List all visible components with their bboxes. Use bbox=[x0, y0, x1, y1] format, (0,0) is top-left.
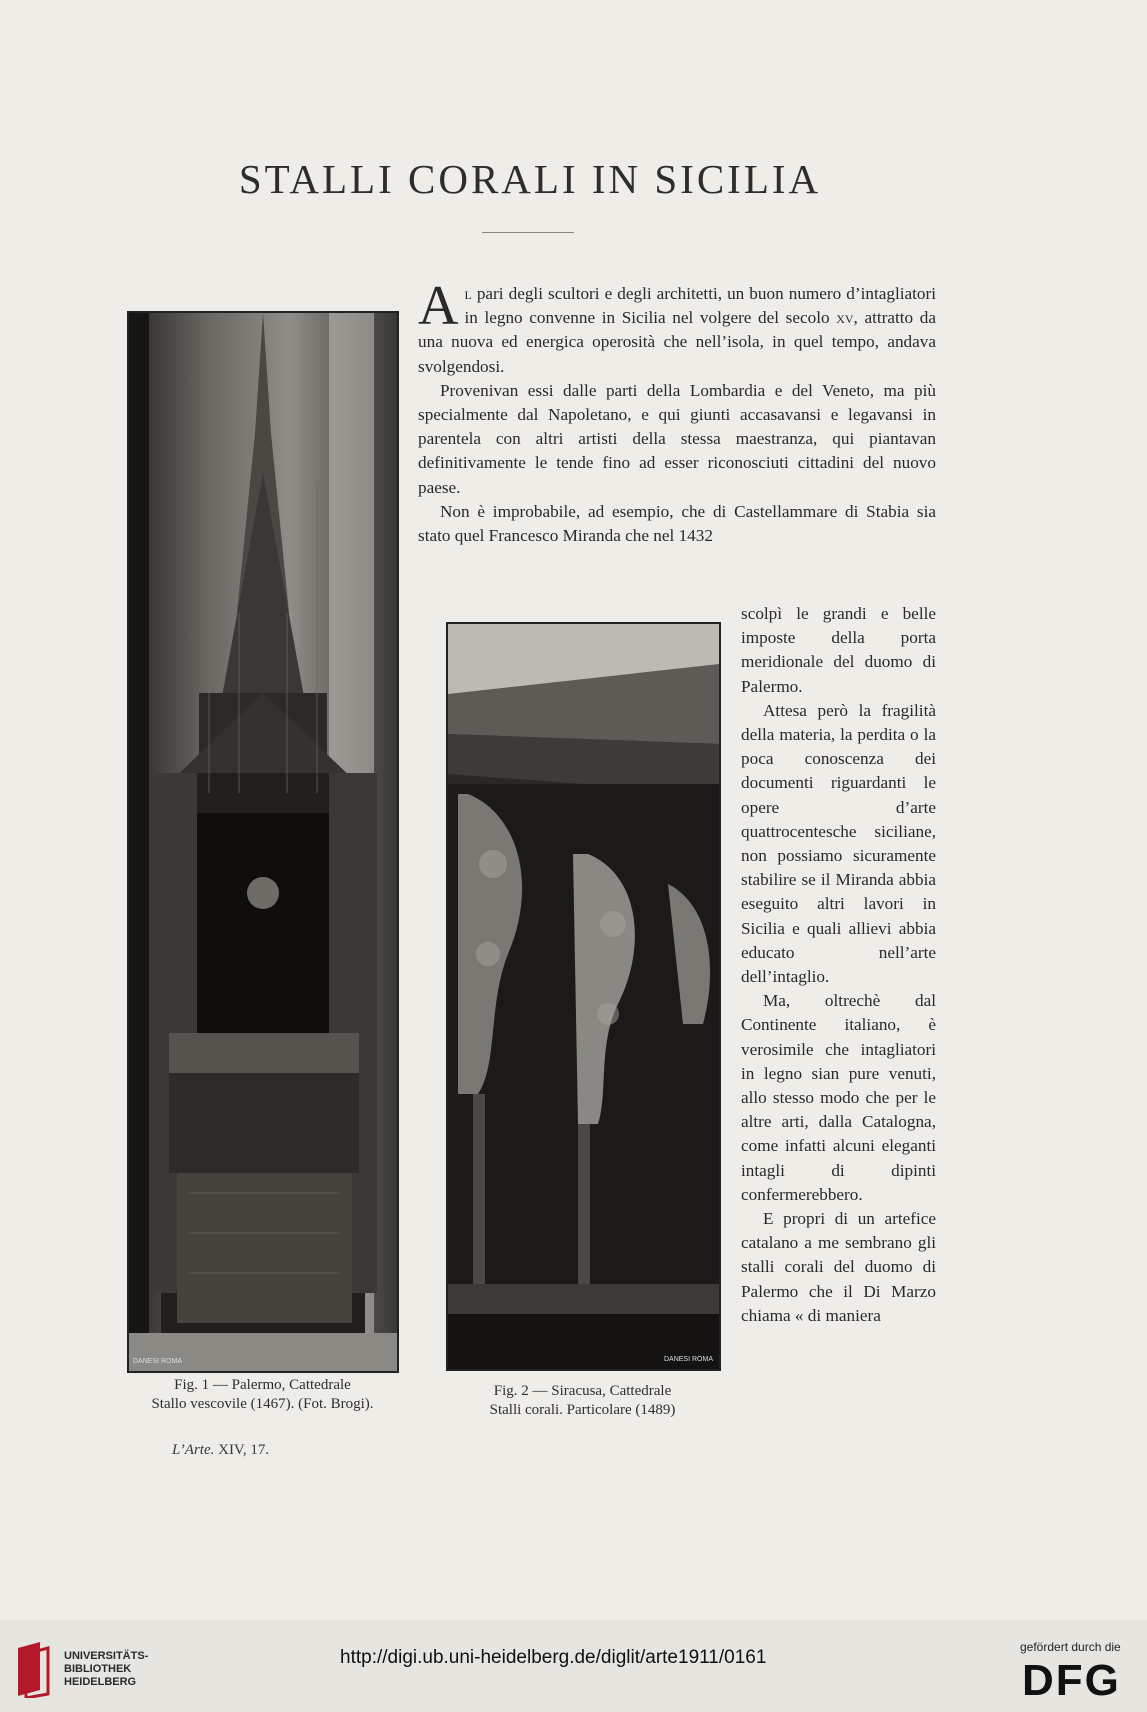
article-body-narrow bbox=[741, 602, 936, 1328]
paragraph-1-tail: , attratto da una nuova ed energica operosità che nell’isola, in quel tempo, andava svolgendosi. bbox=[418, 308, 936, 376]
figure-2-caption-line1: Fig. 2 — Siracusa, Cattedrale bbox=[493, 1383, 672, 1399]
library-name bbox=[64, 1650, 148, 1689]
narrow-paragraph-4: E propri di un artefice catalano a me sembrano gli stalli corali del duomo di Palermo che il Di Marzo chiama « di maniera bbox=[741, 1209, 936, 1325]
paragraph-1-smallcaps: l bbox=[464, 284, 472, 303]
dfg-logo: DFG bbox=[1022, 1656, 1121, 1705]
article-title: STALLI CORALI IN SICILIA bbox=[238, 156, 822, 202]
paragraph-2: Provenivan essi dalle parti della Lombardia e del Veneto, ma più specialmente dal Napoletano, e qui giunti accasavansi e legavansi in parentela con altri artisti della stessa maestranza, qui piantavan definitivamente le tende fino ad esser riconosciuti cittadini del nuovo paese. bbox=[418, 380, 936, 497]
paragraph-3: Non è improbabile, ad esempio, che di Castellammare di Stabia sia stato quel Francesco Miranda che nel 1432 bbox=[418, 501, 936, 546]
narrow-paragraph-3: Ma, oltrechè dal Continente italiano, è verosimile che intagliatori in legno sian pure venuti, allo stesso modo che per le altre arti, dalla Catalogna, come infatti alcuni eleganti intagli di dipinti confermerebbero. bbox=[741, 991, 936, 1204]
narrow-paragraph-1: scolpì le grandi e belle imposte della porta meridionale del duomo di Palermo. bbox=[741, 604, 936, 696]
page-footer bbox=[172, 1442, 269, 1459]
figure-1-caption bbox=[125, 1376, 400, 1414]
figure-1-photo-mark: DANESI ROMA bbox=[133, 1358, 183, 1365]
article-body-upper bbox=[418, 275, 936, 548]
choir-stall-illustration bbox=[448, 624, 719, 1369]
paragraph-1-century: xv bbox=[836, 308, 854, 328]
university-library-logo-icon bbox=[14, 1640, 54, 1698]
figure-1-photo bbox=[127, 311, 399, 1373]
library-line-3: HEIDELBERG bbox=[64, 1676, 137, 1688]
title-divider bbox=[482, 232, 574, 233]
permalink-url[interactable]: http://digi.ub.uni-heidelberg.de/diglit/arte1911/0161 bbox=[340, 1647, 767, 1668]
figure-2-photo-mark: DANESI ROMA bbox=[663, 1356, 713, 1363]
throne-illustration bbox=[129, 313, 397, 1371]
library-line-2: BIBLIOTHEK bbox=[64, 1663, 132, 1675]
paragraph-1-text: pari degli scultori e degli architetti, un buon numero d’intagliatori in legno convenne in Sicilia nel volgere del secolo bbox=[464, 284, 936, 328]
figure-2-caption bbox=[440, 1382, 725, 1420]
figure-1-caption-line2: Stallo vescovile (1467). (Fot. Brogi). bbox=[151, 1396, 374, 1412]
library-line-1: UNIVERSITÄTS- bbox=[64, 1650, 149, 1662]
figure-2-caption-line2: Stalli corali. Particolare (1489) bbox=[489, 1402, 676, 1418]
figure-2-photo bbox=[446, 622, 721, 1371]
sponsor-label: gefördert durch die bbox=[1020, 1640, 1121, 1654]
drop-cap: A bbox=[418, 275, 459, 337]
figure-1-caption-line1: Fig. 1 — Palermo, Cattedrale bbox=[174, 1377, 351, 1393]
journal-volume: XIV, 17. bbox=[218, 1442, 270, 1458]
journal-name: L’Arte. bbox=[172, 1442, 215, 1458]
narrow-paragraph-2: Attesa però la fragilità della materia, la perdita o la poca conoscenza dei documenti riguardanti le opere d’arte quattrocentesche siciliane, non possiamo sicuramente stabilire se il Miranda abbia eseguito altri lavori in Sicilia e quali allievi abbia educato nell’arte dell’intaglio. bbox=[741, 700, 936, 987]
paragraph-1 bbox=[418, 275, 936, 379]
